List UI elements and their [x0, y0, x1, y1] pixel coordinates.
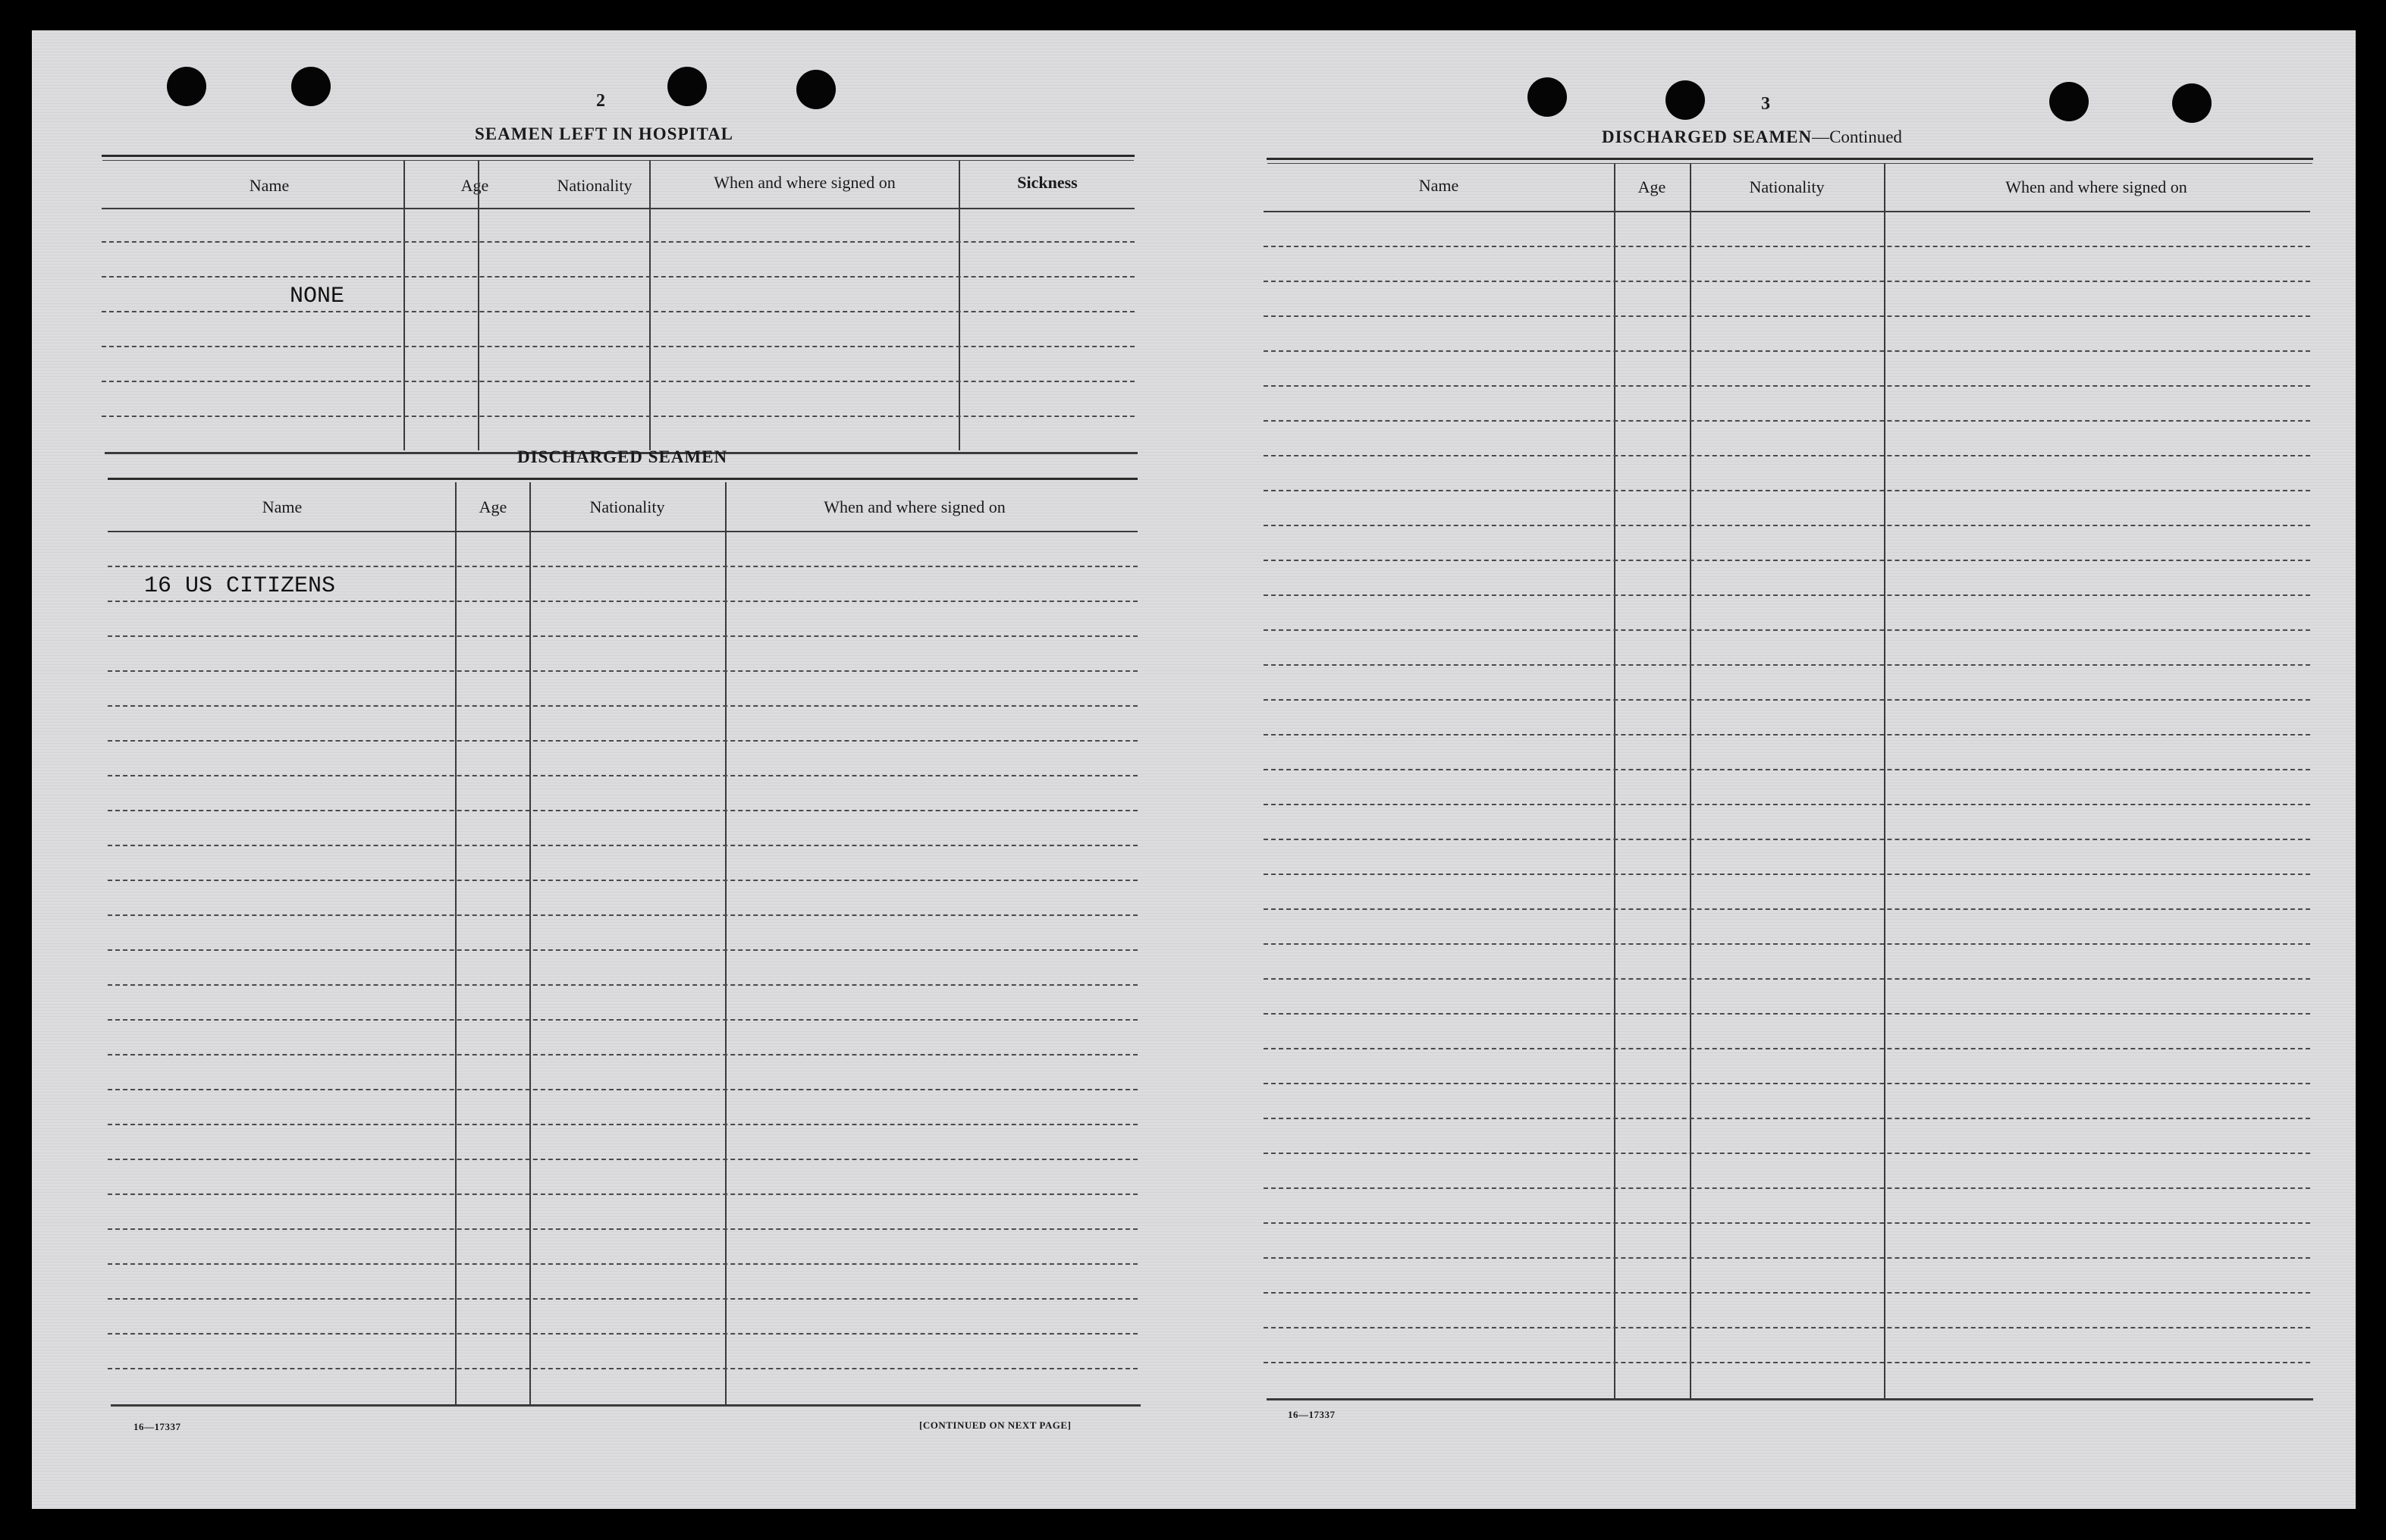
punch-hole-8	[2172, 83, 2212, 123]
punch-hole-5	[1527, 77, 1567, 117]
right-title-continued: —Continued	[1812, 127, 1902, 146]
hospital-entry-none: NONE	[290, 284, 345, 309]
discharged-entry: 16 US CITIZENS	[144, 573, 336, 599]
discharged-row-line	[108, 566, 1138, 567]
punch-hole-4	[796, 70, 836, 109]
right-row-line	[1264, 1187, 2310, 1189]
right-row-line	[1264, 1083, 2310, 1084]
discharged-col-age: Age	[479, 497, 507, 516]
discharged-col-nationality: Nationality	[589, 497, 665, 516]
discharged-col-name: Name	[262, 497, 303, 516]
right-divider-3	[1884, 164, 1885, 1398]
discharged-row-line	[108, 775, 1138, 776]
right-divider-2	[1690, 164, 1691, 1398]
discharged-bottom-line	[111, 1404, 1141, 1407]
right-row-line	[1264, 943, 2310, 945]
discharged-row-line	[108, 880, 1138, 881]
discharged-row-line	[108, 1228, 1138, 1230]
right-col-age: Age	[1637, 177, 1666, 196]
discharged-row-line	[108, 1019, 1138, 1021]
right-bottom-line	[1267, 1398, 2313, 1400]
right-row-line	[1264, 281, 2310, 282]
right-row-line	[1264, 1153, 2310, 1154]
discharged-header-line	[108, 531, 1138, 532]
hospital-col-nationality: Nationality	[557, 176, 633, 195]
right-row-line	[1264, 629, 2310, 631]
right-row-line	[1264, 839, 2310, 840]
right-row-line	[1264, 560, 2310, 561]
hospital-row-line	[102, 241, 1135, 243]
discharged-row-line	[108, 1298, 1138, 1300]
right-col-nationality: Nationality	[1749, 177, 1825, 196]
discharged-row-line	[108, 670, 1138, 672]
right-row-line	[1264, 908, 2310, 910]
right-row-line	[1264, 490, 2310, 491]
right-row-line	[1264, 804, 2310, 805]
punch-hole-6	[1665, 80, 1705, 120]
hospital-top-rule	[102, 155, 1135, 157]
right-row-line	[1264, 455, 2310, 456]
punch-hole-7	[2049, 82, 2089, 121]
discharged-divider-1	[455, 482, 457, 1406]
right-divider-1	[1614, 164, 1615, 1398]
right-row-line	[1264, 594, 2310, 596]
discharged-row-line	[108, 705, 1138, 707]
discharged-row-line	[108, 601, 1138, 602]
discharged-row-line	[108, 740, 1138, 742]
right-col-name: Name	[1418, 176, 1459, 195]
right-row-line	[1264, 874, 2310, 875]
discharged-row-line	[108, 1193, 1138, 1195]
right-row-line	[1264, 1327, 2310, 1328]
right-row-line	[1264, 769, 2310, 770]
discharged-top-rule	[108, 478, 1138, 480]
right-row-line	[1264, 315, 2310, 317]
discharged-divider-3	[725, 482, 727, 1406]
hospital-header-line	[102, 208, 1135, 209]
form-sheet	[32, 30, 2356, 1509]
right-row-line	[1264, 699, 2310, 701]
right-row-line	[1264, 1257, 2310, 1259]
right-row-line	[1264, 1048, 2310, 1049]
hospital-row-line	[102, 276, 1135, 278]
hospital-divider-4	[959, 161, 960, 450]
discharged-row-line	[108, 984, 1138, 986]
right-row-line	[1264, 350, 2310, 352]
discharged-row-line	[108, 1159, 1138, 1160]
right-top-rule	[1267, 158, 2313, 160]
right-row-line	[1264, 1222, 2310, 1224]
right-row-line	[1264, 246, 2310, 247]
form-number-left: 16—17337	[133, 1421, 181, 1432]
hospital-col-name: Name	[249, 176, 290, 195]
hospital-col-age: Age	[460, 176, 489, 195]
discharged-row-line	[108, 1333, 1138, 1335]
right-row-line	[1264, 664, 2310, 666]
discharged-row-line	[108, 949, 1138, 951]
discharged-section-title: DISCHARGED SEAMEN	[517, 447, 728, 466]
page-number-left: 2	[596, 91, 605, 111]
discharged-row-line	[108, 845, 1138, 846]
right-row-line	[1264, 385, 2310, 387]
punch-hole-3	[667, 67, 707, 106]
right-section-title	[1602, 127, 1902, 147]
discharged-row-line	[108, 635, 1138, 637]
punch-hole-1	[167, 67, 206, 106]
discharged-row-line	[108, 1368, 1138, 1369]
hospital-row-line	[102, 381, 1135, 382]
right-row-line	[1264, 420, 2310, 422]
right-row-line	[1264, 1292, 2310, 1294]
discharged-row-line	[108, 810, 1138, 811]
hospital-divider-3	[649, 161, 651, 450]
discharged-row-line	[108, 1054, 1138, 1055]
right-row-line	[1264, 1013, 2310, 1015]
right-title-main: DISCHARGED SEAMEN	[1602, 127, 1813, 146]
discharged-col-signed-on: When and where signed on	[824, 497, 1006, 516]
hospital-row-line	[102, 416, 1135, 417]
hospital-divider-2	[478, 161, 479, 450]
right-row-line	[1264, 978, 2310, 980]
punch-hole-2	[291, 67, 331, 106]
right-col-signed-on: When and where signed on	[2005, 177, 2187, 196]
form-number-right: 16—17337	[1288, 1409, 1336, 1420]
page-number-right: 3	[1761, 94, 1770, 114]
hospital-col-signed-on: When and where signed on	[714, 173, 896, 192]
right-header-line	[1264, 211, 2310, 212]
discharged-row-line	[108, 1089, 1138, 1090]
right-row-line	[1264, 525, 2310, 526]
continued-note: [CONTINUED ON NEXT PAGE]	[919, 1419, 1072, 1431]
hospital-section-title: SEAMEN LEFT IN HOSPITAL	[475, 124, 734, 143]
discharged-row-line	[108, 914, 1138, 916]
hospital-row-line	[102, 346, 1135, 347]
hospital-col-sickness: Sickness	[1017, 173, 1078, 192]
right-row-line	[1264, 1118, 2310, 1119]
discharged-row-line	[108, 1124, 1138, 1125]
right-row-line	[1264, 1362, 2310, 1363]
discharged-divider-2	[529, 482, 531, 1406]
discharged-row-line	[108, 1263, 1138, 1265]
hospital-divider-1	[403, 161, 405, 450]
hospital-row-line	[102, 311, 1135, 312]
right-row-line	[1264, 734, 2310, 735]
